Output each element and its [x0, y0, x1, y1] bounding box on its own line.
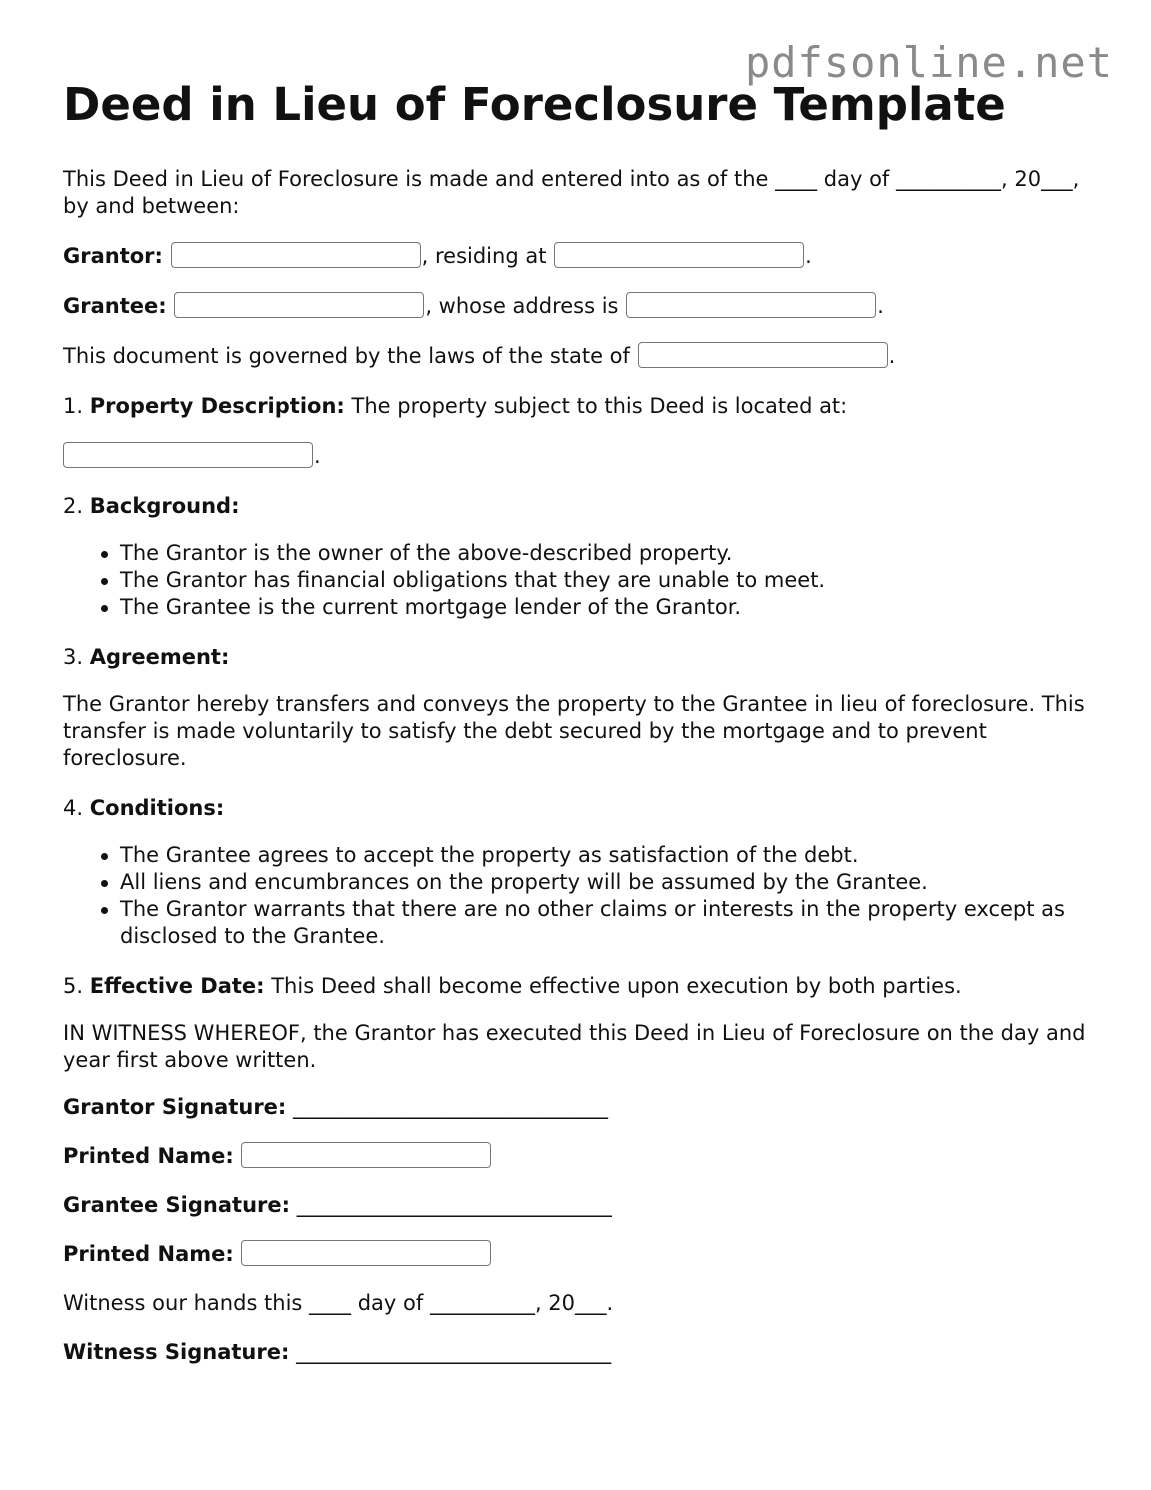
grantor-signature-label: Grantor Signature: [63, 1095, 287, 1119]
property-location-row [63, 443, 1093, 470]
section-5-heading: Effective Date: [89, 974, 265, 998]
list-item: The Grantor has financial obligations that they are unable to meet. [120, 567, 1093, 594]
section-4-number: 4. [63, 796, 84, 820]
witness-clause: IN WITNESS WHEREOF, the Grantor has executed this Deed in Lieu of Foreclosure on the day and year first above written. [63, 1021, 1086, 1072]
grantor-end-text: . [805, 244, 812, 268]
grantor-name-field[interactable] [171, 242, 421, 268]
governing-end-text: . [888, 344, 896, 368]
conditions-list [63, 842, 1093, 950]
list-item: All liens and encumbrances on the property will be assumed by the Grantee. [120, 869, 1093, 896]
background-list [63, 540, 1093, 621]
grantor-address-field[interactable] [554, 242, 804, 268]
agreement-paragraph: The Grantor hereby transfers and conveys the property to the Grantee in lieu of foreclosure. This transfer is made voluntarily to satisfy the debt secured by the mortgage and to prevent foreclosure. [63, 692, 1085, 770]
list-item: The Grantor warrants that there are no other claims or interests in the property except as disclosed to the Grantee. [120, 896, 1093, 950]
section-4-heading: Conditions: [89, 796, 225, 820]
page-title: Deed in Lieu of Foreclosure Template [63, 78, 1006, 131]
printed-name-label: Printed Name: [63, 1242, 234, 1266]
property-end-text: . [314, 444, 321, 468]
grantor-row [63, 243, 1093, 270]
witness-signature-line[interactable]: ______________________________ [296, 1340, 612, 1364]
grantee-end-text: . [877, 294, 884, 318]
printed-name-label: Printed Name: [63, 1144, 234, 1168]
grantee-label: Grantee: [63, 294, 167, 318]
list-item: The Grantee agrees to accept the property as satisfaction of the debt. [120, 842, 1093, 869]
section-2-heading-row [63, 493, 1093, 520]
section-5-row [63, 973, 1093, 1000]
watermark: pdfsonline.net [744, 38, 1113, 87]
governing-law-text: This document is governed by the laws of the state of [63, 344, 630, 368]
section-1-number: 1. [63, 394, 84, 418]
grantee-row [63, 293, 1093, 320]
state-field[interactable] [638, 342, 888, 368]
grantee-address-field[interactable] [626, 292, 876, 318]
grantee-signature-row [63, 1192, 1093, 1219]
section-1-heading: Property Description: [89, 394, 345, 418]
section-1-text: The property subject to this Deed is located at: [351, 394, 848, 418]
property-location-field[interactable] [63, 442, 313, 468]
grantor-printed-name-field[interactable] [241, 1142, 491, 1168]
grantor-mid-text: , residing at [421, 244, 547, 268]
section-2-heading: Background: [89, 494, 240, 518]
witness-hands-row: Witness our hands this ____ day of __________, 20___. [63, 1291, 614, 1315]
witness-signature-row [63, 1339, 1093, 1366]
section-2-number: 2. [63, 494, 84, 518]
section-5-text: This Deed shall become effective upon execution by both parties. [271, 974, 962, 998]
grantee-signature-line[interactable]: ______________________________ [296, 1193, 612, 1217]
list-item: The Grantee is the current mortgage lender of the Grantor. [120, 594, 1093, 621]
list-item: The Grantor is the owner of the above-described property. [120, 540, 1093, 567]
witness-signature-label: Witness Signature: [63, 1340, 290, 1364]
grantee-signature-label: Grantee Signature: [63, 1193, 291, 1217]
governing-law-row [63, 343, 1093, 370]
grantor-signature-row [63, 1094, 1093, 1121]
intro-paragraph: This Deed in Lieu of Foreclosure is made and entered into as of the ____ day of __________, 20___, by and between: [63, 167, 1080, 218]
section-3-heading: Agreement: [89, 645, 230, 669]
grantee-mid-text: , whose address is [425, 294, 619, 318]
section-3-heading-row [63, 644, 1093, 671]
section-1-heading-row [63, 393, 1093, 420]
grantee-name-field[interactable] [174, 292, 424, 318]
grantor-label: Grantor: [63, 244, 163, 268]
document-page [63, 78, 1093, 1366]
grantor-signature-line[interactable]: ______________________________ [293, 1095, 608, 1119]
section-4-heading-row [63, 795, 1093, 822]
section-3-number: 3. [63, 645, 84, 669]
grantee-printed-name-row [63, 1241, 1093, 1268]
grantee-printed-name-field[interactable] [241, 1240, 491, 1266]
grantor-printed-name-row [63, 1143, 1093, 1170]
section-5-number: 5. [63, 974, 84, 998]
